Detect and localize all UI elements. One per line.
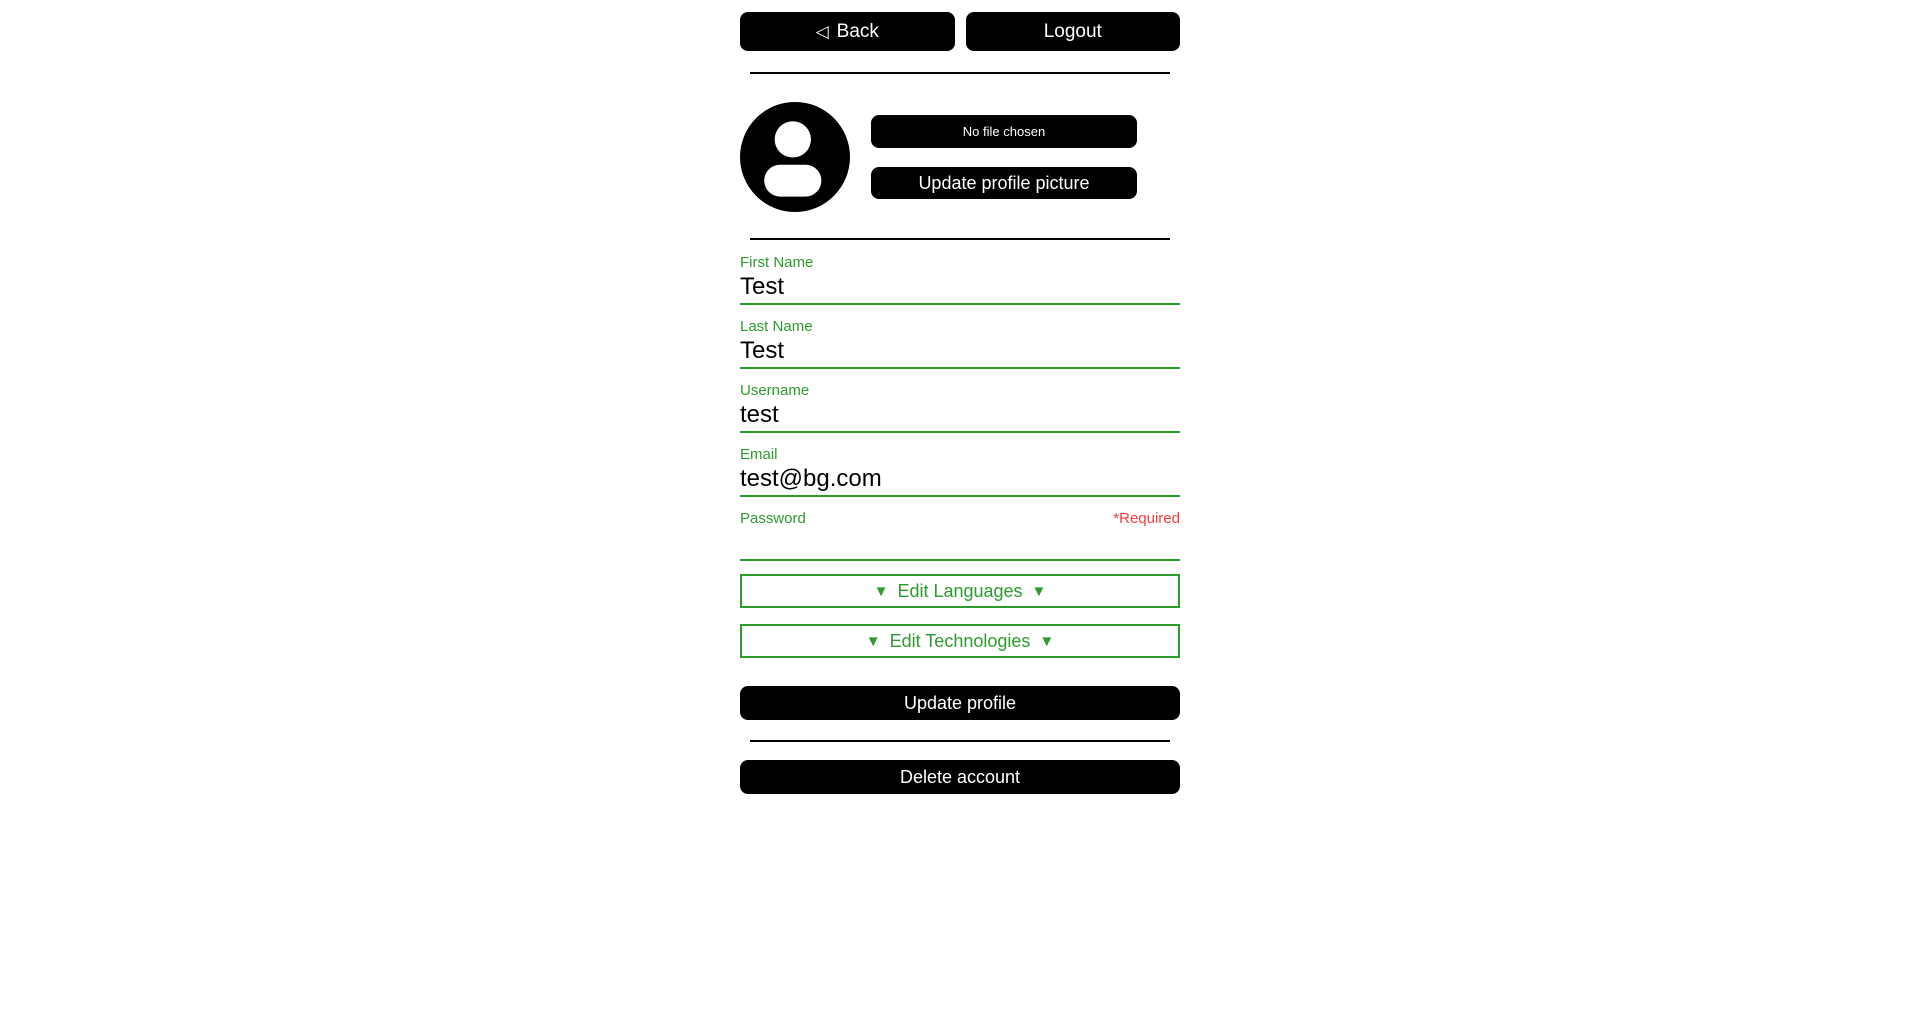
picture-upload-controls [871,115,1137,199]
email-input[interactable] [740,463,1180,497]
first-name-input[interactable] [740,271,1180,305]
last-name-label: Last Name [740,318,813,335]
password-input[interactable] [740,527,1180,561]
edit-technologies-label: Edit Technologies [889,630,1031,651]
profile-form [740,254,1180,720]
update-picture-button[interactable] [871,167,1137,199]
file-input-label: No file chosen [962,124,1046,139]
divider [750,72,1170,74]
last-name-field [740,318,1180,369]
chevron-down-icon: ▼ [1031,582,1047,600]
email-field [740,446,1180,497]
delete-account-button[interactable] [740,760,1180,794]
chevron-down-icon: ▼ [865,632,881,650]
email-label: Email [740,446,778,463]
top-bar [740,12,1180,51]
update-picture-button-label: Update profile picture [918,172,1090,193]
first-name-label: First Name [740,254,814,271]
divider [750,238,1170,240]
divider [750,740,1170,742]
username-label: Username [740,382,810,399]
password-label: Password [740,510,806,527]
logout-button[interactable] [966,12,1181,51]
username-input[interactable] [740,399,1180,433]
edit-technologies-button[interactable] [740,624,1180,658]
back-button-label: Back [836,20,879,42]
edit-languages-button[interactable] [740,574,1180,608]
password-required-note: *Required [1113,510,1180,527]
profile-page [740,0,1180,794]
chevron-down-icon: ▼ [873,582,889,600]
back-arrow-icon: ◁ [815,22,829,41]
delete-account-button-label: Delete account [899,766,1021,787]
back-button[interactable] [740,12,955,51]
first-name-field [740,254,1180,305]
password-field [740,510,1180,561]
update-profile-button[interactable] [740,686,1180,720]
file-input[interactable] [871,115,1137,148]
avatar-person-icon [740,102,850,212]
update-profile-button-label: Update profile [903,692,1017,713]
last-name-input[interactable] [740,335,1180,369]
edit-languages-label: Edit Languages [897,580,1023,601]
logout-button-label: Logout [1043,20,1102,42]
chevron-down-icon: ▼ [1039,632,1055,650]
profile-picture-section [740,102,1180,212]
password-label-row [740,510,1180,527]
username-field [740,382,1180,433]
